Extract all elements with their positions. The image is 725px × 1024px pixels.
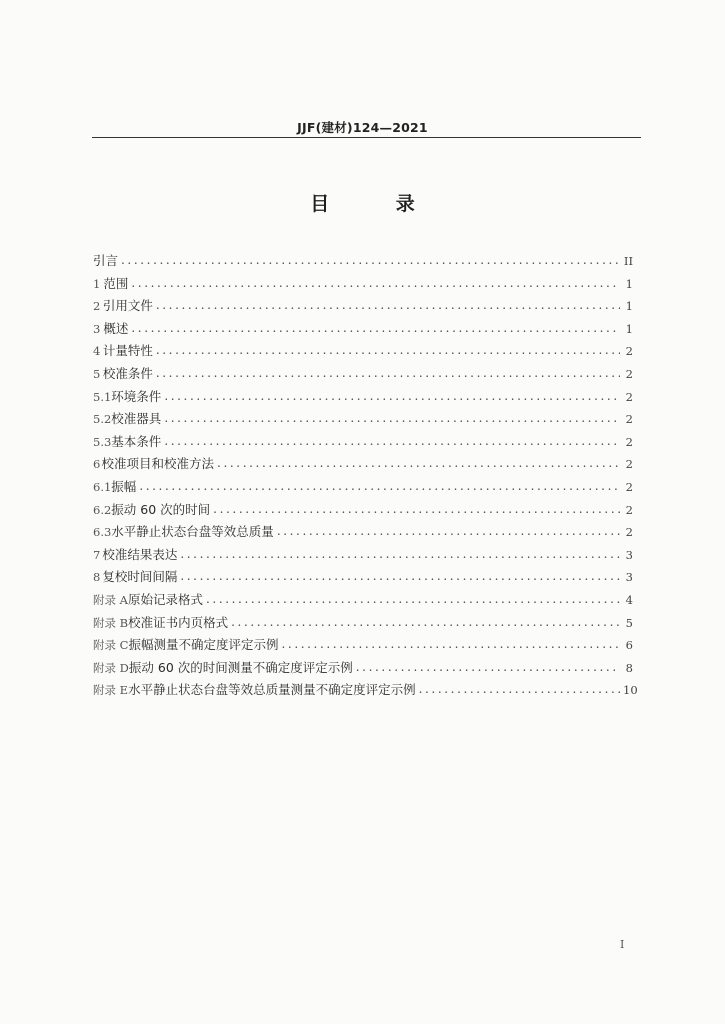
toc-leader-dots <box>164 434 620 448</box>
toc-entry-number: 附录 A <box>93 592 128 607</box>
toc-entry[interactable] <box>93 590 633 613</box>
toc-leader-dots <box>277 524 620 538</box>
toc-entry-number: 7 <box>93 547 101 562</box>
toc-entry-page: 2 <box>625 434 633 449</box>
toc-entry-page: 2 <box>625 457 633 472</box>
toc-entry[interactable] <box>93 296 633 319</box>
toc-entry-page: 6 <box>625 638 633 653</box>
toc-entry-title: 范围 <box>103 275 129 291</box>
toc-entry[interactable] <box>93 251 633 274</box>
toc-entry-number: 6 <box>93 457 101 472</box>
toc-leader-dots <box>139 479 620 493</box>
toc-entry-title: 水平静止状态台盘等效总质量 <box>111 524 274 540</box>
toc-leader-dots <box>231 615 620 629</box>
toc-entry[interactable] <box>93 274 633 297</box>
header-rule <box>92 137 641 138</box>
toc-entry-page: 1 <box>625 299 633 314</box>
toc-entry[interactable] <box>93 364 633 387</box>
toc-leader-dots <box>217 456 620 470</box>
toc-leader-dots <box>419 682 620 696</box>
toc-entry[interactable] <box>93 387 633 410</box>
toc-entry-page: 10 <box>623 683 638 698</box>
toc-leader-dots <box>206 592 620 606</box>
toc-entry-page: II <box>623 254 633 268</box>
toc-entry[interactable] <box>93 545 633 568</box>
toc-entry-title: 环境条件 <box>111 388 162 404</box>
table-of-contents <box>93 251 638 703</box>
toc-entry[interactable] <box>93 432 633 455</box>
toc-entry[interactable] <box>93 319 633 342</box>
toc-entry-title: 校准器具 <box>111 411 162 427</box>
toc-leader-dots <box>156 298 620 312</box>
toc-entry-page: 3 <box>625 570 633 585</box>
toc-leader-dots <box>121 253 620 267</box>
toc-entry-number: 5.3 <box>93 434 112 449</box>
toc-entry-number: 6.1 <box>93 479 112 494</box>
toc-leader-dots <box>131 321 620 335</box>
toc-entry-page: 3 <box>625 547 633 562</box>
toc-entry[interactable] <box>93 500 633 523</box>
toc-leader-dots <box>281 637 620 651</box>
toc-leader-dots <box>164 389 620 403</box>
toc-leader-dots <box>156 366 620 380</box>
toc-entry[interactable] <box>93 635 633 658</box>
toc-entry-page: 2 <box>625 344 633 359</box>
toc-entry-page: 1 <box>625 276 633 291</box>
toc-entry[interactable] <box>93 454 633 477</box>
page-title: 目 录 <box>310 193 445 215</box>
toc-entry-title: 基本条件 <box>111 433 162 449</box>
toc-leader-dots <box>164 411 620 425</box>
toc-entry-number: 1 <box>93 276 101 291</box>
toc-leader-dots <box>156 343 620 357</box>
toc-entry-title: 振动 60 次的时间测量不确定度评定示例 <box>128 659 353 675</box>
toc-entry[interactable] <box>93 613 633 636</box>
toc-entry-title: 水平静止状态台盘等效总质量测量不确定度评定示例 <box>128 682 416 698</box>
toc-entry-page: 2 <box>625 389 633 404</box>
toc-entry-page: 8 <box>625 660 633 675</box>
toc-entry-title: 振幅测量不确定度评定示例 <box>128 637 279 653</box>
toc-entry-page: 2 <box>625 366 633 381</box>
toc-entry-page: 2 <box>625 479 633 494</box>
toc-entry-number: 附录 B <box>93 615 129 630</box>
toc-entry-title: 计量特性 <box>102 343 153 359</box>
toc-entry-page: 5 <box>625 615 633 630</box>
toc-entry-number: 3 <box>93 321 101 336</box>
toc-leader-dots <box>356 660 620 674</box>
toc-entry-number: 8 <box>93 570 101 585</box>
toc-entry-number: 2 <box>93 299 101 314</box>
toc-entry-number: 5.2 <box>93 412 112 427</box>
page-number: I <box>620 938 625 951</box>
toc-entry-title: 校准结果表达 <box>102 546 178 562</box>
toc-entry[interactable] <box>93 567 633 590</box>
toc-entry-number: 附录 C <box>93 638 129 653</box>
toc-entry[interactable] <box>93 409 633 432</box>
toc-leader-dots <box>180 547 620 561</box>
toc-entry[interactable] <box>93 477 633 500</box>
toc-entry-page: 1 <box>625 321 633 336</box>
toc-leader-dots <box>131 276 620 290</box>
toc-entry-title: 引言 <box>93 253 119 268</box>
toc-entry-page: 2 <box>625 412 633 427</box>
toc-entry-title: 校准项目和校准方法 <box>101 456 215 472</box>
toc-entry-title: 概述 <box>103 320 129 336</box>
toc-entry-title: 复校时间间隔 <box>102 569 178 585</box>
toc-entry-number: 附录 D <box>93 660 129 675</box>
document-code: JJF(建材)124—2021 <box>297 120 428 135</box>
toc-entry-number: 6.2 <box>93 502 112 517</box>
toc-entry-title: 振动 60 次的时间 <box>111 501 211 517</box>
toc-entry[interactable] <box>93 658 633 681</box>
toc-entry[interactable] <box>93 522 633 545</box>
toc-entry-number: 6.3 <box>93 525 112 540</box>
toc-entry-page: 4 <box>625 592 633 607</box>
toc-entry-title: 校准条件 <box>102 365 153 381</box>
toc-entry-title: 校准证书内页格式 <box>128 614 229 630</box>
toc-entry-title: 振幅 <box>111 478 137 494</box>
toc-leader-dots <box>180 569 620 583</box>
toc-entry-title: 引用文件 <box>102 298 153 314</box>
toc-leader-dots <box>213 502 620 516</box>
toc-entry-number: 5 <box>93 366 101 381</box>
toc-entry-page: 2 <box>625 502 633 517</box>
toc-entry-number: 4 <box>93 344 101 359</box>
toc-entry[interactable] <box>93 680 638 703</box>
toc-entry[interactable] <box>93 341 633 364</box>
toc-entry-title: 原始记录格式 <box>127 591 203 607</box>
toc-entry-number: 附录 E <box>93 683 129 698</box>
toc-entry-page: 2 <box>625 525 633 540</box>
toc-entry-number: 5.1 <box>93 389 112 404</box>
